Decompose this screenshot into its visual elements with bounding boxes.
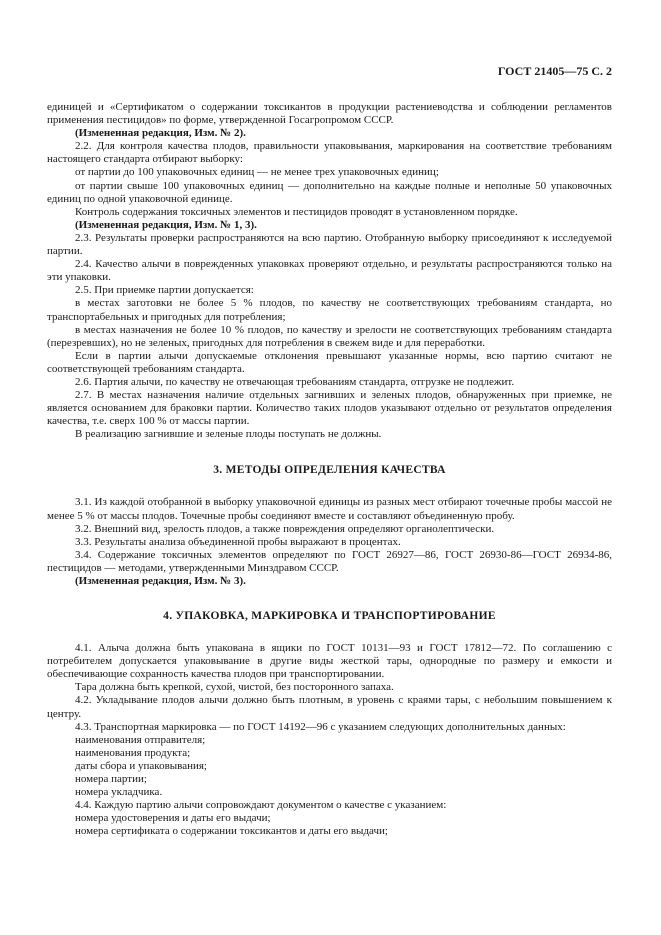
paragraph: Тара должна быть крепкой, сухой, чистой, без посторонного запаха.	[75, 681, 394, 694]
paragraph: 3.1. Из каждой отобранной в выборку упаковочной единицы из разных мест отбирают точечные пробы массой не менее 5 % от массы плодов. Точечные пробы соединяют вместе и составляют объединенную пробу.	[47, 496, 612, 522]
paragraph: 4.2. Укладывание плодов алычи должно быть плотным, в уровень с краями тары, с небольшим повышением к центру.	[47, 694, 612, 720]
section-3-body	[47, 496, 612, 588]
paragraph: единицей и «Сертификатом о содержании токсикантов в продукции растениеводства и соблюдении регламентов применения пестицидов» по форме, утвержденной Госагропромом СССР.	[47, 101, 612, 127]
paragraph: в местах заготовки не более 5 % плодов, по качеству не соответствующих требованиям стандарта, но транспортабельных и пригодных для потребления;	[47, 297, 612, 323]
paragraph: Контроль содержания токсичных элементов и пестицидов проводят в установленном порядке.	[75, 205, 518, 218]
paragraph: 4.1. Алыча должна быть упакована в ящики по ГОСТ 10131—93 и ГОСТ 17812—72. По соглашению с потребителем допускается упаковывание в другие виды жесткой тары, однородные по размеру и емкости и обеспечивающие сохранность качества плодов при транспортировании.	[47, 642, 612, 681]
revision-note: (Измененная редакция, Изм. № 3).	[75, 575, 246, 587]
paragraph: 2.6. Партия алычи, по качеству не отвечающая требованиям стандарта, отгрузке не подлежит.	[75, 375, 515, 388]
paragraph: от партии до 100 упаковочных единиц — не менее трех упаковочных единиц;	[75, 166, 439, 179]
page-header: ГОСТ 21405—75 С. 2	[497, 64, 612, 78]
paragraph: в местах назначения не более 10 % плодов, по качеству и зрелости не соответствующих требованиям стандарта (перезревших), но не зеленых, пригодных для потребления в свежем виде и для переработки.	[47, 323, 612, 349]
revision-note: (Измененная редакция, Изм. № 2).	[75, 127, 246, 140]
paragraph: наименования продукта;	[75, 746, 191, 759]
section-3-title: 3. МЕТОДЫ ОПРЕДЕЛЕНИЯ КАЧЕСТВА	[213, 464, 446, 477]
paragraph: 2.4. Качество алычи в поврежденных упаковках проверяют отдельно, и результаты распространяются только на эти упаковки.	[47, 258, 612, 284]
paragraph: 4.4. Каждую партию алычи сопровождают документом о качестве с указанием:	[75, 799, 447, 812]
section-2-continuation	[47, 101, 612, 441]
paragraph: номера сертификата о содержании токсикантов и даты его выдачи;	[75, 825, 388, 838]
paragraph: 3.2. Внешний вид, зрелость плодов, а также повреждения определяют органолептически.	[75, 522, 495, 535]
section-4-body	[47, 642, 612, 838]
paragraph: 2.5. При приемке партии допускается:	[75, 284, 254, 297]
paragraph: В реализацию загнившие и зеленые плоды поступать не должны.	[75, 428, 382, 441]
paragraph: номера удостоверения и даты его выдачи;	[75, 812, 271, 825]
revision-note: (Измененная редакция, Изм. № 1, 3).	[75, 218, 257, 231]
paragraph: 3.4. Содержание токсичных элементов определяют по ГОСТ 26927—86, ГОСТ 26930-86—ГОСТ 26934-86, пестицидов — методами, утвержденными Минздравом СССР.	[47, 548, 612, 574]
paragraph: 3.3. Результаты анализа объединенной пробы выражают в процентах.	[75, 535, 401, 548]
paragraph: даты сбора и упаковывания;	[75, 759, 207, 772]
paragraph: 2.2. Для контроля качества плодов, правильности упаковывания, маркирования на соответствие требованиям настоящего стандарта отбирают выборку:	[47, 140, 612, 166]
paragraph: от партии свыше 100 упаковочных единиц — дополнительно на каждые полные и неполные 50 упаковочных единиц по одной упаковочной единице.	[47, 179, 612, 205]
paragraph: номера укладчика.	[75, 786, 163, 799]
section-4-title: 4. УПАКОВКА, МАРКИРОВКА И ТРАНСПОРТИРОВАНИЕ	[163, 610, 496, 623]
paragraph: наименования отправителя;	[75, 733, 206, 746]
paragraph: номера партии;	[75, 773, 147, 786]
paragraph: Если в партии алычи допускаемые отклонения превышают указанные нормы, всю партию считают не соответствующей требованиям стандарта.	[47, 349, 612, 375]
document-page	[47, 58, 612, 839]
paragraph: 2.3. Результаты проверки распространяются на всю партию. Отобранную выборку присоединяют к исследуемой партии.	[47, 231, 612, 258]
paragraph: 4.3. Транспортная маркировка — по ГОСТ 14192—96 с указанием следующих дополнительных данных:	[75, 720, 566, 733]
paragraph: 2.7. В местах назначения наличие отдельных загнивших и зеленых плодов, обнаруженных при приемке, не является основанием для браковки партии. Количество таких плодов указывают отдельно от результатов определения качества, т.е. сверх 100 % от массы партии.	[47, 389, 612, 428]
